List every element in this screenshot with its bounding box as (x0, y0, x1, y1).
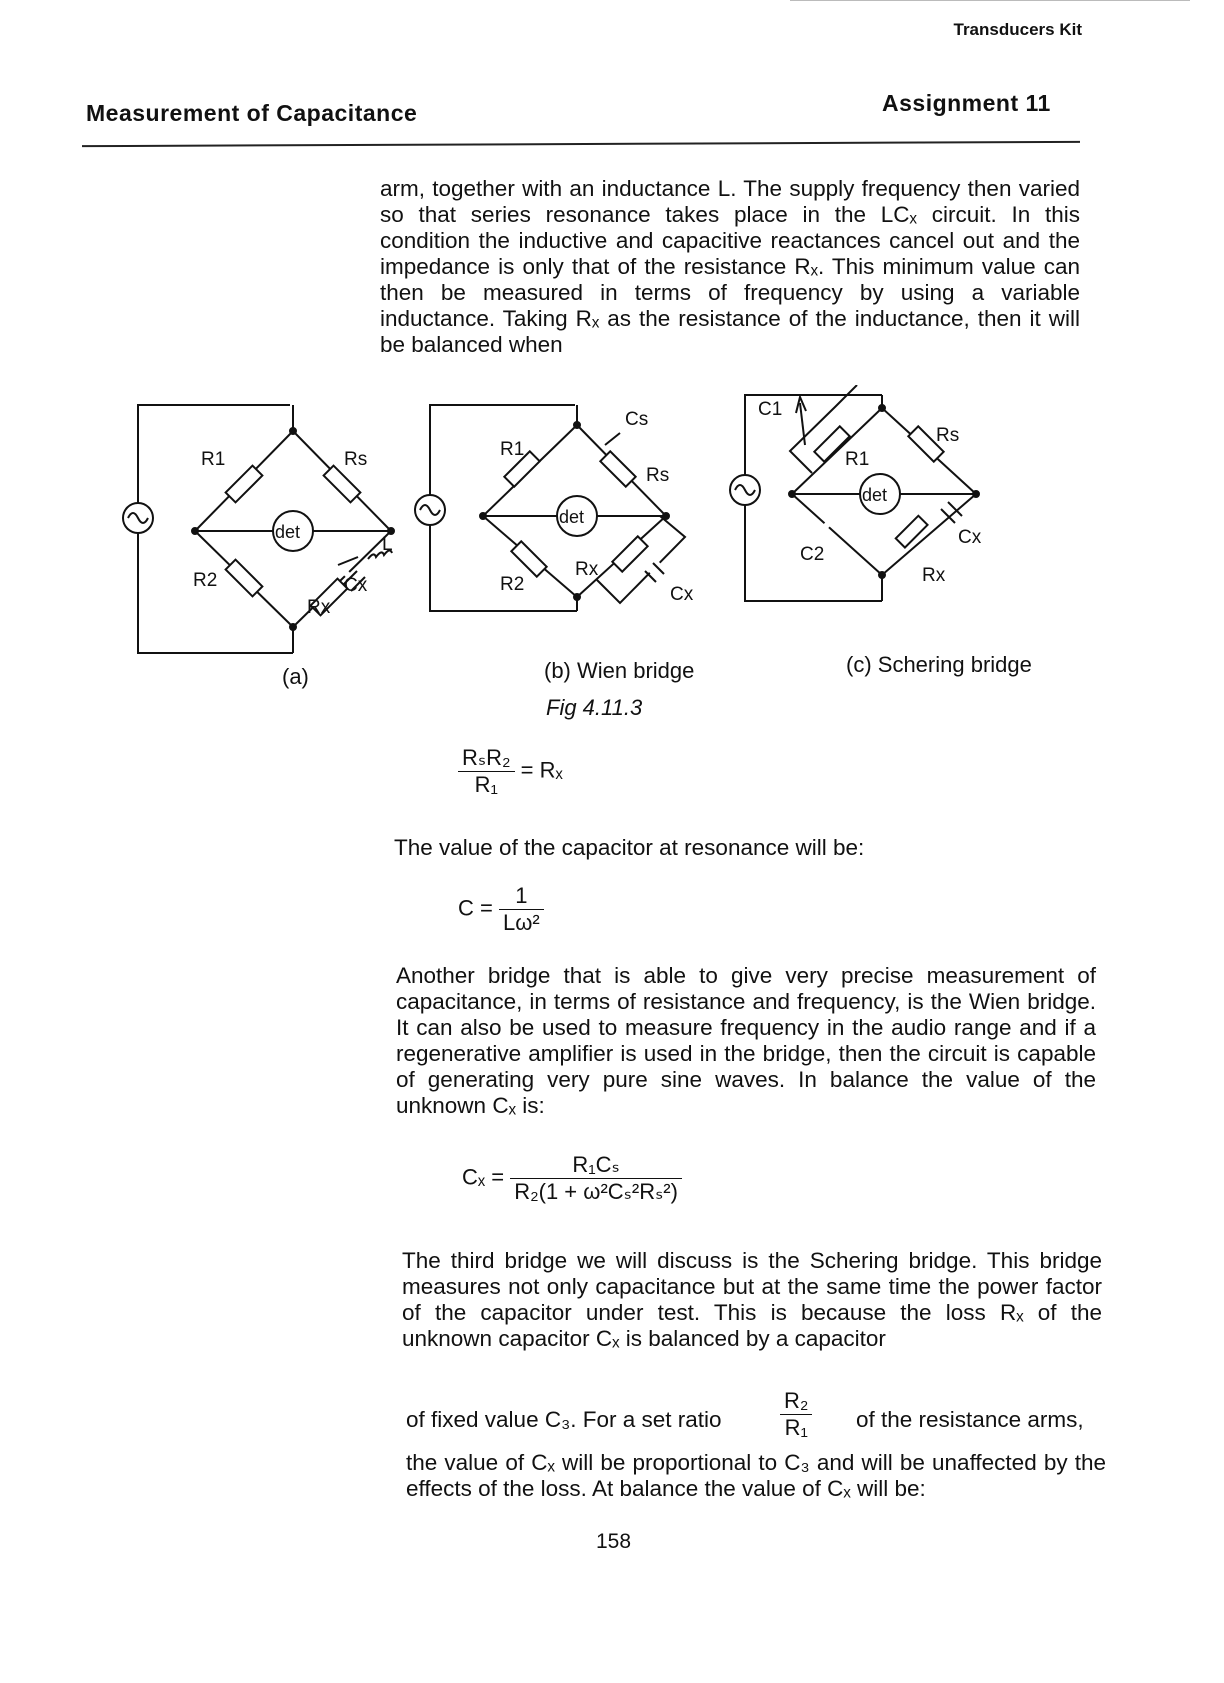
label-cs-b: Cs (625, 409, 649, 430)
label-r1-a: R1 (201, 449, 226, 470)
resistor-r2-b (511, 541, 546, 576)
caption-c: (c) Schering bridge (846, 652, 1032, 677)
eq3-denominator: R₂(1 + ω²Cₛ²Rₛ²) (514, 1179, 678, 1204)
label-det-c: det (862, 485, 888, 505)
eq3-lhs: Cₓ = (462, 1164, 505, 1190)
label-rs-c: Rs (936, 425, 960, 446)
ratio-fraction (780, 1388, 812, 1441)
paragraph-1: arm, together with an inductance L. The supply frequency then varied so that series resonance takes place in the LCₓ circuit. In this condition the inductive and capacitive reactances cancel out and the impedance is only that of the resistance Rₓ. This minimum value can then be measured in terms of frequency by using a variable inductance. Taking Rₓ as the resistance of the inductance, then it will be balanced when (380, 176, 1080, 357)
circuit-b (415, 405, 685, 611)
ratio-numerator: R₂ (780, 1388, 812, 1415)
header-kit-title: Transducers Kit (953, 20, 1082, 39)
label-r1-c: R1 (845, 449, 870, 470)
label-rs-b: Rs (646, 465, 670, 486)
resistor-rs-a (324, 466, 361, 503)
eq1-numerator: RₛR₂ (458, 745, 515, 772)
label-rx-a: Rx (307, 597, 331, 618)
eq2-lhs: C = (458, 895, 493, 921)
figure-label: Fig 4.11.3 (546, 695, 643, 720)
equation-balance (458, 745, 563, 798)
resistor-rs-b (600, 451, 635, 486)
top-edge-line (790, 0, 1190, 1)
eq1-rhs: = Rₓ (520, 757, 563, 783)
label-rs-a: Rs (344, 449, 368, 470)
label-r2-b: R2 (500, 574, 525, 595)
caption-b: (b) Wien bridge (544, 658, 695, 683)
resistor-r2-a (226, 560, 263, 597)
equation-wien (462, 1152, 682, 1205)
label-det-a: det (275, 522, 301, 542)
eq1-denominator: R₁ (474, 772, 498, 797)
resonance-intro: The value of the capacitor at resonance will be: (394, 835, 865, 860)
label-rx-b: Rx (575, 559, 599, 580)
label-c1-c: C1 (758, 399, 783, 420)
label-cx-a: Cx (344, 575, 368, 596)
caption-a: (a) (282, 664, 309, 689)
circuit-a (123, 405, 394, 653)
label-cx-c: Cx (958, 527, 982, 548)
ratio-denominator: R₁ (784, 1415, 808, 1440)
page-number: 158 (596, 1530, 632, 1553)
label-cx-b: Cx (670, 584, 694, 605)
eq3-numerator: R₁Cₛ (510, 1152, 682, 1179)
bridge-circuits-figure (100, 385, 1080, 685)
assignment-label: Assignment 11 (882, 90, 1051, 116)
label-det-b: det (559, 507, 585, 527)
eq2-denominator: Lω² (502, 910, 540, 935)
label-r1-b: R1 (500, 439, 525, 460)
resistor-r1-a (226, 466, 263, 503)
paragraph-4-after: of the resistance arms, (856, 1407, 1084, 1432)
label-rx-c: Rx (922, 565, 946, 586)
label-c2-c: C2 (800, 544, 825, 565)
label-l-a: L (382, 534, 393, 555)
paragraph-4-before: of fixed value C₃. For a set ratio (406, 1407, 722, 1432)
paragraph-3: The third bridge we will discuss is the Schering bridge. This bridge measures not only capacitance but at the same time the power factor of the capacitor under test. This is because the loss Rₓ of the unknown capacitor Cₓ is balanced by a capacitor (402, 1248, 1102, 1351)
header-rule (82, 141, 1080, 147)
resistor-rx-c (896, 516, 928, 548)
paragraph-5: the value of Cₓ will be proportional to C₃ and will be unaffected by the effects of the loss. At balance the value of Cₓ will be: (406, 1450, 1106, 1501)
resistor-rx-b (612, 536, 647, 571)
paragraph-2: Another bridge that is able to give very precise measurement of capacitance, in terms of resistance and frequency, is the Wien bridge. It can also be used to measure frequency in the audio range and if a regenerative amplifier is used in the bridge, then the circuit is capable of generating very pure sine waves. In balance the value of the unknown Cₓ is: (396, 963, 1096, 1118)
section-title: Measurement of Capacitance (86, 100, 418, 126)
equation-resonance (458, 883, 544, 936)
label-r2-a: R2 (193, 570, 218, 591)
eq2-numerator: 1 (499, 883, 544, 910)
